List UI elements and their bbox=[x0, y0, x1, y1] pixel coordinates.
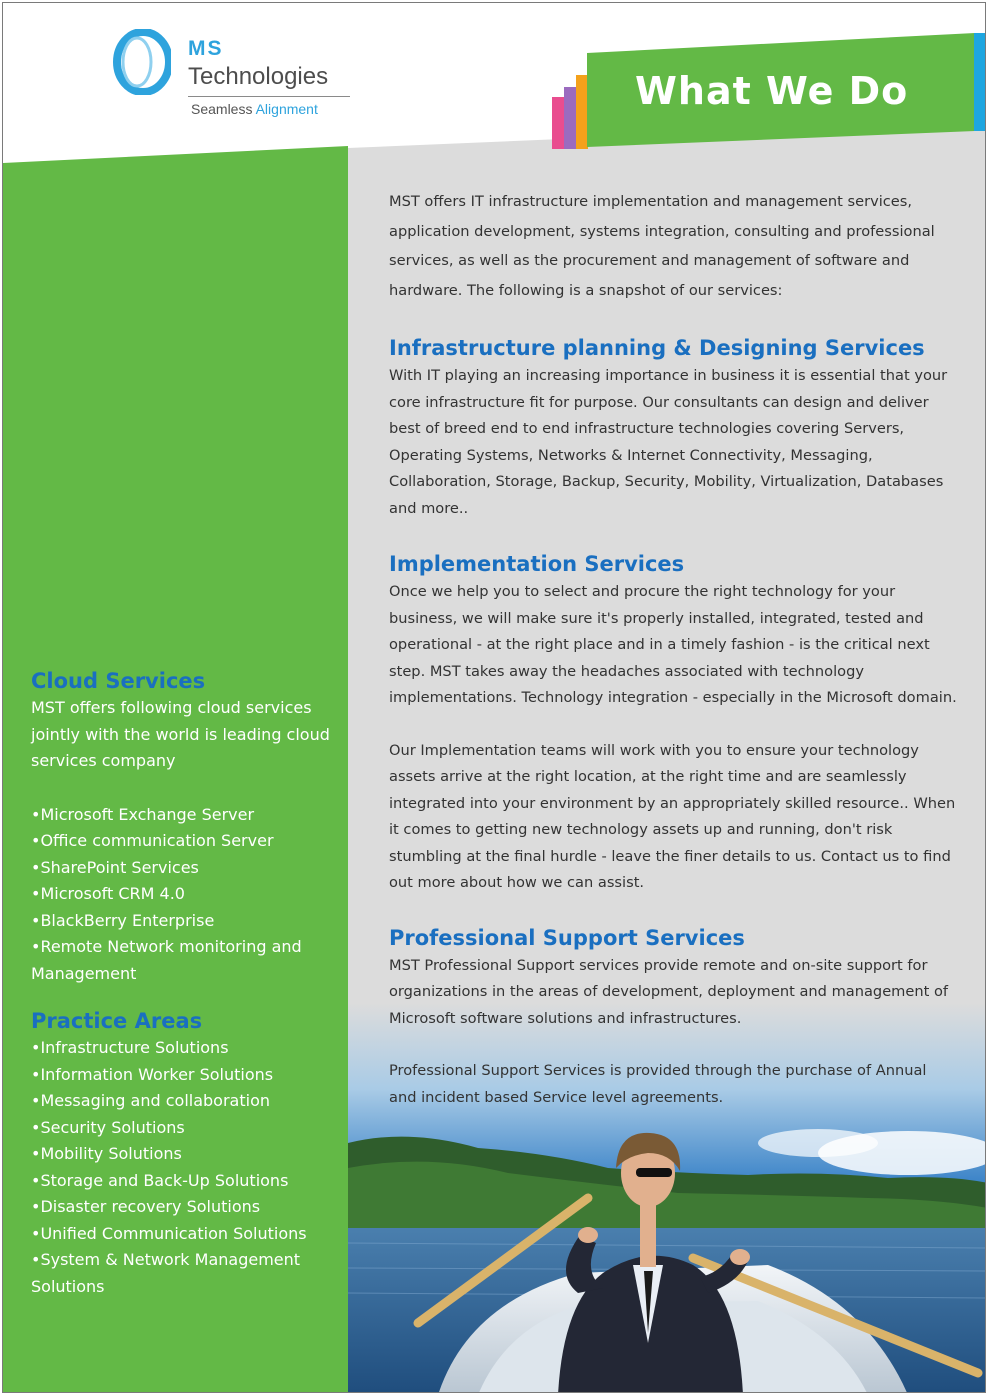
list-item: • BlackBerry Enterprise bbox=[31, 908, 331, 935]
list-item: • Messaging and collaboration bbox=[31, 1088, 331, 1115]
pink-bar bbox=[552, 97, 564, 149]
orange-bar bbox=[576, 75, 588, 149]
spacer bbox=[31, 987, 331, 1007]
list-item: • Microsoft CRM 4.0 bbox=[31, 881, 331, 908]
logo-divider bbox=[188, 96, 350, 97]
practice-areas-heading: Practice Areas bbox=[31, 1009, 203, 1033]
cloud-services-heading: Cloud Services bbox=[31, 669, 206, 693]
cloud-services-list bbox=[31, 802, 331, 988]
section-paragraph: Our Implementation teams will work with you to ensure your technology assets arrive at the right location, at the right time and are seamlessly integrated into your environment by an appropriately skilled resource.. When it comes to getting new technology assets up and running, don't risk stumbling at the final hurdle - leave the finer details to us. Contact us to find out more about how we can assist. bbox=[389, 741, 956, 891]
spacer bbox=[389, 712, 957, 738]
logo-technologies: Technologies bbox=[188, 63, 329, 90]
logo-ms: MS bbox=[188, 37, 224, 60]
cloud-services-intro: MST offers following cloud services jointly with the world is leading cloud services company bbox=[31, 698, 330, 770]
logo-tagline bbox=[191, 101, 318, 117]
list-item: • Storage and Back-Up Solutions bbox=[31, 1168, 331, 1195]
list-item: • Remote Network monitoring and Management bbox=[31, 934, 331, 987]
section-title-implementation: Implementation Services bbox=[389, 552, 685, 576]
section-title-professional-support: Professional Support Services bbox=[389, 925, 745, 950]
purple-bar bbox=[564, 87, 576, 149]
list-item: • Disaster recovery Solutions bbox=[31, 1194, 331, 1221]
section-paragraph: With IT playing an increasing importance in business it is essential that your core infrastructure fit for purpose. Our consultants can design and deliver best of breed end to end infrastructure technologies covering Servers, Operating Systems, Networks & Internet Connectivity, Messaging, Collaboration, Storage, Backup, Security, Mobility, Virtualization, Databases and more.. bbox=[389, 367, 948, 517]
list-item: • Unified Communication Solutions bbox=[31, 1221, 331, 1248]
intro-paragraph: MST offers IT infrastructure implementation and management services, application development, systems integration, consulting and professional services, as well as the procurement and management of software and hardware. The following is a snapshot of our services: bbox=[389, 193, 935, 299]
page bbox=[2, 2, 986, 1393]
tagline-alignment: Alignment bbox=[255, 101, 318, 117]
section-paragraph: Once we help you to select and procure the right technology for your business, we will make sure it's properly installed, integrated, tested and operational - at the right place and in a timely fashion - is the critical next step. MST takes away the headaches associated with technology implementations. Technology integration - especially in the Microsoft domain. bbox=[389, 583, 957, 706]
list-item: • Mobility Solutions bbox=[31, 1141, 331, 1168]
list-item: • System & Network Management Solutions bbox=[31, 1247, 331, 1300]
practice-areas-list bbox=[31, 1035, 331, 1300]
page-title: What We Do bbox=[635, 69, 909, 113]
tagline-seamless: Seamless bbox=[191, 101, 253, 117]
main-content bbox=[389, 187, 957, 1111]
logo-ring-icon bbox=[113, 29, 171, 95]
list-item: • Information Worker Solutions bbox=[31, 1062, 331, 1089]
spacer bbox=[389, 522, 957, 549]
banner-accent bbox=[974, 33, 986, 131]
list-item: • Infrastructure Solutions bbox=[31, 1035, 331, 1062]
section-paragraph: MST Professional Support services provide remote and on-site support for organizations in the areas of development, deployment and management of Microsoft software solutions and infrastructures. bbox=[389, 956, 949, 1027]
spacer bbox=[389, 897, 957, 923]
list-item: • SharePoint Services bbox=[31, 855, 331, 882]
list-item: • Office communication Server bbox=[31, 828, 331, 855]
section-paragraph: Professional Support Services is provided through the purchase of Annual and incident based Service level agreements. bbox=[389, 1062, 927, 1106]
company-logo bbox=[113, 25, 363, 125]
spacer bbox=[389, 1032, 957, 1058]
spacer bbox=[31, 775, 331, 802]
sidebar bbox=[31, 667, 331, 1300]
list-item: • Microsoft Exchange Server bbox=[31, 802, 331, 829]
section-title-infrastructure: Infrastructure planning & Designing Services bbox=[389, 336, 925, 360]
spacer bbox=[389, 305, 957, 333]
list-item: • Security Solutions bbox=[31, 1115, 331, 1142]
